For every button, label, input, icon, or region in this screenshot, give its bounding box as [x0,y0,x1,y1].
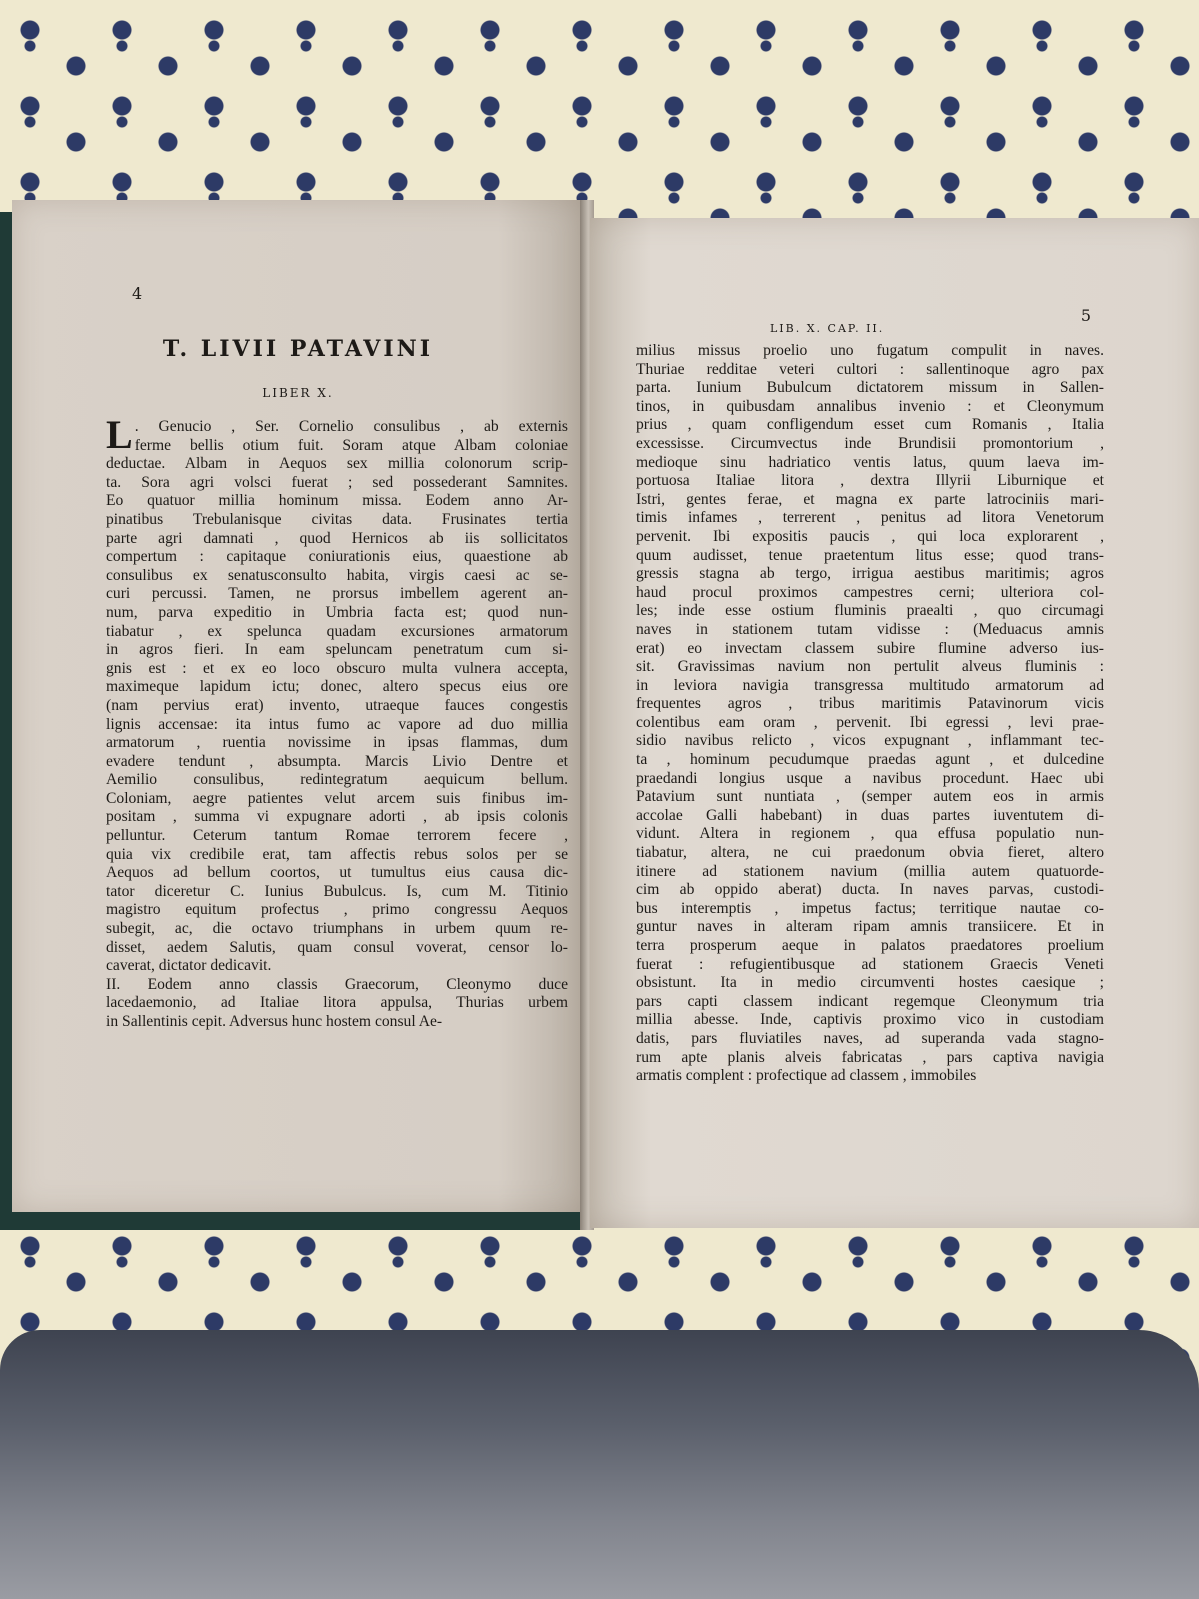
text-line: ta. Sora agri volsci fuerat ; sed possederant Samnites. [106,473,568,491]
text-line: datis, pars fluviatiles naves, ad superanda vada stagno- [636,1029,1104,1047]
text-line: armatis complent : profectique ad classem , immobiles [636,1067,977,1085]
text-line: disset, aedem Salutis, quam consul voverat, censor lo- [106,938,568,956]
text-line: ferme bellis otium fuit. Soram atque Albam coloniae [134,436,568,454]
text-line: praedandi longius usque a navibus procedunt. Haec ubi [636,769,1104,787]
text-line: tiabatur , ex spelunca quadam excursiones armatorum [106,622,568,640]
text-line: consulibus ex senatusconsulto habita, virgis caesi ac se- [106,566,568,584]
text-line: fuerat : refugientibusque ad stationem Graecis Veneti [636,955,1104,973]
text-line: itinere ad stationem navium (millia autem quatuorde- [636,862,1104,880]
text-line: Patavium sunt nuntiata , (semper autem eos in armis [636,788,1104,806]
text-line: accolae Galli habebant) in duas partes iuventutem di- [636,806,1104,824]
text-line: subegit, ac, die octavo triumphans in urbem quum re- [106,920,568,938]
text-line: gressis stagna ab tergo, irrigua aestibus maritimis; agros [636,565,1104,583]
text-line: Aemilio consulibus, redintegratum aequicum bellum. [106,771,568,789]
text-line: II. Eodem anno classis Graecorum, Cleonymo duce [106,975,568,993]
text-line: parte agri damnati , quod Hernicos ab iis sollicitatos [106,529,568,547]
text-line: armatorum , ruentia novissime in ipsas flammas, dum [106,734,568,752]
text-line: caverat, dictator dedicavit. [106,957,272,975]
text-line: millia abesse. Inde, captivis proximo vico in custodiam [636,1011,1104,1029]
text-line: in Sallentinis cepit. Adversus hunc hostem consul Ae- [106,1013,443,1030]
text-line: portuosa Italiae litora , dextra Illyrii Liburnique et [636,472,1104,490]
text-line: rum apte planis alveis fabricatas , pars captiva navigia [636,1048,1104,1066]
text-line: Eo quatuor millia hominum missa. Eodem anno Ar- [106,492,568,510]
text-line: sidio navibus relicto , vicos expugnant , inflammant tec- [636,732,1104,750]
text-line: frequentes agros , tribus maritimis Patavinorum vicis [636,695,1104,713]
text-line: (nam pervius erat) invento, utraeque fauces congestis [106,696,568,714]
text-line: tator diceretur C. Iunius Bubulcus. Is, cum M. Titinio [106,882,568,900]
text-line: lignis accensae: ita intus fumo ac vapore ad duo millia [106,715,568,733]
text-line: colentibus eam oram , pervenit. Ibi egressi , levi prae- [636,713,1104,731]
running-head: LIB. X. CAP. II. [770,322,885,335]
text-line: evadere tendunt , absumpta. Marcis Livio Dentre et [106,752,568,770]
text-line: excessisse. Circumvectus inde Brundisii promontorium , [636,434,1104,452]
text-line: pinatibus Trebulanisque civitas data. Frusinates tertia [106,510,568,528]
text-line: quum audisset, tenue praetentum litus esse; quod trans- [636,546,1104,564]
text-line: num, parva expeditio in Umbria facta est; quod nun- [106,603,568,621]
text-line: erat) eo invectam classem subire flumine adverso ius- [636,639,1104,657]
open-book [0,200,1199,1230]
text-line: timis infames , terrerent , penitus ad litora Venetorum [636,509,1104,527]
text-line: sit. Gravissimas navium non pertulit alveus fluminis : [636,658,1104,676]
text-line: haud procul proximos campestres cerni; ulteriora col- [636,583,1104,601]
left-page [12,200,584,1212]
text-line: terra prosperum aeque in palatos praedatores proelium [636,937,1104,954]
text-line: maximeque lapidum ictu; donec, altero specus eius ore [106,678,568,696]
text-line: naves in stationem tutam vidisse : (Meduacus amnis [636,620,1104,638]
text-line: magistro equitum profectus , primo congressu Aequos [106,901,568,919]
text-line: Istri, gentes ferae, et magna ex parte latrociniis mari- [636,490,1104,508]
text-line: deductae. Albam in Aequos sex millia colonorum scrip- [106,455,568,473]
text-line: Thuriae redditae veteri cultori : sallentinoque agro pax [636,360,1104,378]
book-title: T. LIVII PATAVINI [162,336,434,362]
right-page-text [636,342,1104,1086]
text-line: vidunt. Altera in regionem , qua effusa populatio nun- [636,825,1104,843]
text-line: tiabatur, altera, ne cui praedonum obvia fieret, altero [636,844,1104,862]
text-line: Aequos ad bellum coortos, ut tumultus eius causa dic- [106,864,568,882]
text-line: compertum : capitaque coniurationis eius, quaestione ab [106,548,568,566]
text-line: guntur naves in alteram ripam amnis transiicere. Et in [636,918,1104,936]
text-line: pelluntur. Ceterum tantum Romae terrorem fecere , [106,827,568,845]
text-line: curi percussi. Tamen, ne prorsus imbellem agerent an- [106,585,568,603]
text-line: les; inde esse ostium fluminis praealti , quo circumagi [636,602,1104,620]
text-line: obsistunt. Ita in medio circumventi hostes caesique ; [636,974,1104,992]
text-line: . Genucio , Ser. Cornelio consulibus , ab externis [134,418,568,435]
text-line: medioque sinu hadriatico ventis latus, quum laeva im- [636,453,1104,471]
left-page-number: 4 [132,284,143,303]
text-line: in agros fieri. In eam speluncam penetratum cum si- [106,641,568,659]
text-line: in leviora navigia transgressa multitudo armatorum ad [636,676,1104,694]
text-line: milius missus proelio uno fugatum compulit in naves. [636,342,1104,359]
text-line: pervenit. Ibi expositis paucis , qui loca explorarent , [636,527,1104,545]
right-page-number: 5 [1080,306,1091,325]
lap-background [0,1330,1199,1599]
text-line: lacedaemonio, ad Italiae litora appulsa, Thurias urbem [106,994,568,1012]
text-line: pars capti classem indicant regemque Cleonymum tria [636,992,1104,1010]
text-line: cim ab oppido aberat) ducta. In naves parvas, custodi- [636,881,1104,899]
text-line: quia vix credibile erat, tam affectis rebus solos per se [106,845,568,863]
left-page-text [106,412,568,1032]
drop-cap: L [106,412,133,457]
text-line: tinos, in quibusdam annalibus invenio : et Cleonymum [636,397,1104,415]
text-line: ta , hominum pecudumque praedas agunt , et dulcedine [636,751,1104,769]
book-subtitle: LIBER X. [262,386,334,400]
text-line: Coloniam, aegre patientes velut arcem suis finibus im- [106,789,568,807]
text-line: gnis est : et ex eo loco obscuro multa vulnera accepta, [106,659,568,677]
text-line: positam , summa vi expugnare adorti , ab ipsis colonis [106,808,568,826]
text-line: bus interemptis , impetus factus; territique nautae co- [636,899,1104,917]
text-line: prius , quam confligendum esset cum Romanis , Italia [636,416,1104,434]
text-line: parta. Iunium Bubulcum dictatorem missum in Sallen- [636,379,1104,397]
right-page [590,218,1199,1228]
